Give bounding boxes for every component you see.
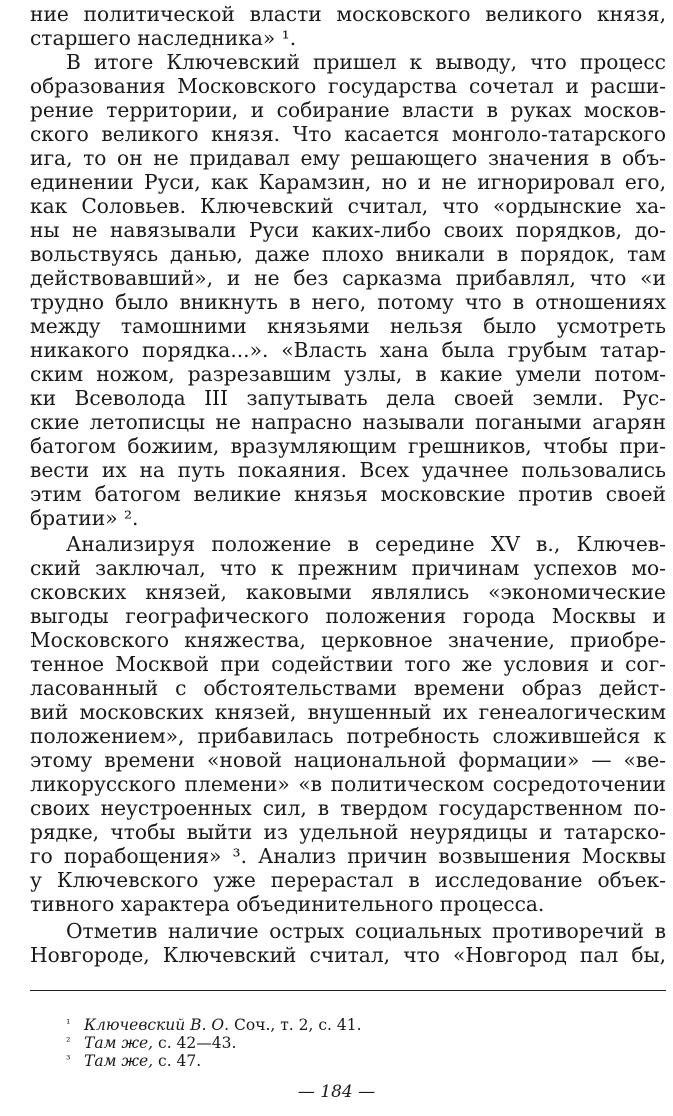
- footnote-text: с. 47.: [158, 1052, 202, 1070]
- text-line: образования Московского государства сочетал и расши-: [30, 74, 666, 98]
- text-line: как Соловьев. Ключевский считал, что «ордынские ха-: [30, 194, 666, 218]
- text-line: ский заключал, что к прежним причинам успехов мо-: [30, 556, 666, 580]
- page-number: — 184 —: [297, 1082, 376, 1102]
- footnote-text: с. 42—43.: [158, 1034, 237, 1052]
- text-line: батогом божиим, вразумляющим грешников, чтобы при-: [30, 434, 666, 458]
- text-line: ского великого князя. Что касается монголо-татарского: [30, 122, 666, 146]
- footnote: [66, 1050, 201, 1071]
- footnote-text: Соч., т. 2, с. 41.: [234, 1016, 362, 1034]
- text-line: тенное Москвой при содействии того же условия и сог-: [30, 652, 666, 676]
- text-line: выгоды географического положения города Москвы и: [30, 604, 666, 628]
- text-line: Новгороде, Ключевский считал, что «Новгород пал бы,: [30, 943, 666, 967]
- text-line: между тамошними князьями нельзя было усмотреть: [30, 314, 666, 338]
- text-line: ны не навязывали Руси каких-либо своих порядков, до-: [30, 218, 666, 242]
- footnote-number: ²: [66, 1035, 71, 1048]
- text-line: В итоге Ключевский пришел к выводу, что процесс: [66, 50, 666, 74]
- footnote-number: ³: [66, 1053, 71, 1066]
- text-line: трудно было вникнуть в него, потому что в отношениях: [30, 290, 666, 314]
- text-line: вести их на путь покаяния. Всех удачнее пользовались: [30, 458, 666, 482]
- text-line: действовавший», и не без сарказма прибавлял, что «и: [30, 266, 666, 290]
- text-line: ние политической власти московского великого князя,: [30, 2, 666, 26]
- text-line: Отметив наличие острых социальных противоречий в: [66, 919, 666, 943]
- text-line: этим батогом великие князья московские против своей: [30, 482, 666, 506]
- text-line: старшего наследника» ¹.: [30, 26, 297, 50]
- text-line: у Ключевского уже перерастал в исследование объек-: [30, 868, 666, 892]
- footnote-author: Там же,: [84, 1052, 154, 1070]
- text-line: ласованный с обстоятельствами времени образ дейст-: [30, 676, 666, 700]
- footnote-number: ¹: [66, 1017, 71, 1030]
- text-line: ским ножом, разрезавшим узлы, в какие умели потом-: [30, 362, 666, 386]
- text-line: го порабощения» ³. Анализ причин возвышения Москвы: [30, 844, 666, 868]
- text-line: сковских князей, каковыми являлись «экономические: [30, 580, 666, 604]
- text-line: вий московских князей, внушенный их генеалогическим: [30, 700, 666, 724]
- text-line: ки Всеволода III запутывать дела своей земли. Рус-: [30, 386, 666, 410]
- text-line: братии» ².: [30, 506, 139, 530]
- text-line: ига, то он не придавал ему решающего значения в объ-: [30, 146, 666, 170]
- footnote-author: Там же,: [84, 1034, 154, 1052]
- text-line: этому времени «новой национальной формации» — «ве-: [30, 748, 666, 772]
- text-line: Анализируя положение в середине XV в., Ключев-: [66, 532, 666, 556]
- text-line: вольствуясь данью, даже плохо вникали в порядок, там: [30, 242, 666, 266]
- text-line: Московского княжества, церковное значение, приобре-: [30, 628, 666, 652]
- text-line: положением», прибавилась потребность сложившейся к: [30, 724, 666, 748]
- text-line: ликорусского племени» «в политическом сосредоточении: [30, 772, 666, 796]
- text-line: ские летописцы не напрасно называли погаными агарян: [30, 410, 666, 434]
- text-line: рение территории, и собирание власти в руках москов-: [30, 98, 666, 122]
- text-line: единении Руси, как Карамзин, но и не игнорировал его,: [30, 170, 666, 194]
- text-line: своих неустроенных сил, в твердом государственном по-: [30, 796, 666, 820]
- footnote-author: Ключевский В. О.: [84, 1016, 230, 1034]
- text-line: никакого порядка...». «Власть хана была грубым татар-: [30, 338, 666, 362]
- footnote-divider: [30, 990, 666, 991]
- text-line: рядке, чтобы выйти из удельной неурядицы и татарско-: [30, 820, 666, 844]
- text-line: тивного характера объединительного процесса.: [30, 892, 545, 916]
